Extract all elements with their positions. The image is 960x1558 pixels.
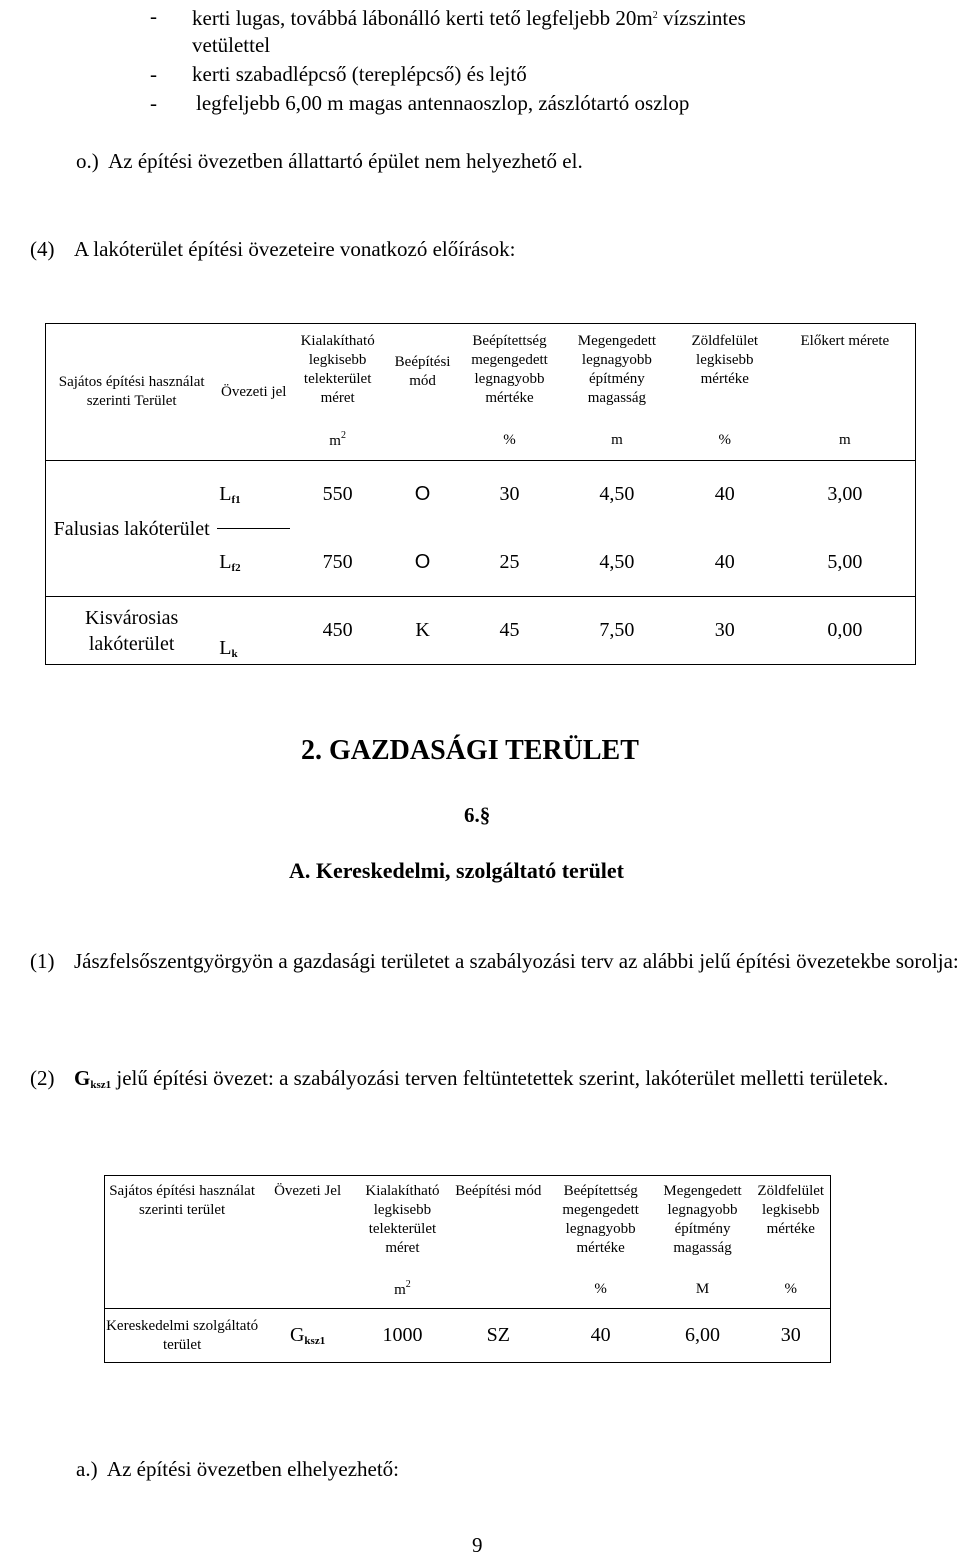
unit-percent: % — [503, 431, 516, 448]
value-min-green: 30 — [675, 597, 775, 665]
value-max-height: 4,50 — [559, 461, 675, 529]
group-label-falusias: Falusias lakóterület — [46, 461, 218, 597]
value-max-coverage: 30 — [460, 461, 559, 529]
zone-code: G — [74, 1066, 91, 1090]
header-zone-code: Övezeti jel — [217, 324, 290, 461]
value-min-plot: 550 — [290, 461, 385, 529]
value-max-height: 7,50 — [559, 597, 675, 665]
header-usage: Sajátos építési használat szerinti terület — [105, 1176, 260, 1271]
item-a: a.) Az építési övezetben elhelyezhető: — [76, 1457, 400, 1481]
para-2-number: (2) — [30, 1066, 55, 1090]
value-build-mode: O — [414, 550, 431, 573]
bullet-dash: - — [150, 62, 157, 86]
unit-percent: % — [594, 1280, 607, 1297]
unit-area: $m^2$ — [329, 430, 346, 450]
header-max-height: Megengedett legnagyobb építmény magasság — [559, 324, 675, 421]
value-min-plot: 750 — [322, 550, 353, 573]
bullet-continuation: vetülettel — [192, 33, 271, 57]
header-max-height: Megengedett legnagyobb építmény magasság — [654, 1176, 752, 1271]
table-row — [46, 461, 916, 529]
para-2-text: jelű építési övezet: a szabályozási terven feltüntetettek szerint, lakóterület melletti területek. — [111, 1066, 889, 1090]
item-o: o.) Az építési övezetben állattartó épület nem helyezhető el. — [76, 149, 583, 173]
value-max-coverage: 45 — [460, 597, 559, 665]
bullet-dash: - — [150, 4, 157, 28]
row-label-commercial: Kereskedelmi szolgáltató terület — [105, 1309, 260, 1363]
bullet-text: kerti lugas, továbbá lábonálló kerti tető legfeljebb 20m — [192, 6, 653, 30]
para-1 — [30, 948, 960, 974]
unit-height: M — [695, 1280, 710, 1297]
zone-code-cell: $L_{f2}$ — [219, 551, 241, 574]
paragraph-number: 6.§ — [464, 803, 491, 827]
header-max-coverage: Beépítettség megengedett legnagyobb mértéke — [548, 1176, 654, 1271]
zoning-table-commercial — [104, 1175, 831, 1363]
header-min-plot: Kialakítható legkisebb telekterület méret — [290, 324, 385, 421]
zone-code-cell: $L_{f1}$ — [217, 461, 290, 529]
header-build-mode: Beépítési mód — [385, 324, 460, 421]
table-row — [105, 1309, 831, 1363]
group-label-kisvarosias: Kisvárosias lakóterület — [46, 597, 218, 665]
value-max-height: 6,00 — [654, 1309, 752, 1363]
unit-area: $m^2$ — [394, 1279, 411, 1299]
header-zone-code: Övezeti Jel — [259, 1176, 356, 1271]
header-build-mode: Beépítési mód — [449, 1176, 548, 1271]
value-max-height: 4,50 — [599, 550, 635, 573]
zoning-table-residential — [45, 323, 916, 665]
value-min-green: 30 — [752, 1309, 831, 1363]
value-front-garden: 5,00 — [775, 529, 916, 597]
unit-percent: % — [752, 1271, 831, 1309]
header-min-plot: Kialakítható legkisebb telekterület méret — [356, 1176, 449, 1271]
header-max-coverage: Beépítettség megengedett legnagyobb mértéke — [460, 324, 559, 421]
unit-front: m — [775, 421, 916, 461]
value-min-plot: 450 — [290, 597, 385, 665]
header-min-green: Zöldfelület legkisebb mértéke — [752, 1176, 831, 1271]
value-build-mode: SZ — [449, 1309, 548, 1363]
bullet-dash: - — [150, 91, 157, 115]
value-max-coverage: 40 — [548, 1309, 654, 1363]
value-min-plot: 1000 — [356, 1309, 449, 1363]
header-front-garden: Előkert mérete — [775, 324, 916, 421]
table-row — [46, 597, 916, 665]
value-front-garden: 0,00 — [775, 597, 916, 665]
page-number: 9 — [472, 1533, 483, 1557]
table-header-row — [105, 1176, 831, 1271]
header-min-green: Zöldfelület legkisebb mértéke — [675, 324, 775, 421]
bullet-text: legfeljebb 6,00 m magas antennaoszlop, zászlótartó oszlop — [196, 91, 690, 115]
zone-code-sub: ksz1 — [90, 1079, 112, 1091]
header-usage: Sajátos építési használat szerinti Terület — [46, 324, 218, 461]
table-header-row — [46, 324, 916, 421]
zone-code-cell: $L_k$ — [217, 597, 290, 665]
value-front-garden: 3,00 — [775, 461, 916, 529]
para-2 — [30, 1065, 960, 1098]
value-min-green: 40 — [675, 461, 775, 529]
value-build-mode: O — [385, 461, 460, 529]
para-4-number: (4) — [30, 237, 55, 261]
section-subtitle: A. Kereskedelmi, szolgáltató terület — [289, 858, 625, 883]
value-build-mode: K — [385, 597, 460, 665]
bullet-text: kerti szabadlépcső (tereplépcső) és lejtő — [192, 62, 527, 86]
value-max-coverage: 25 — [499, 550, 520, 573]
para-4-text: A lakóterület építési övezeteire vonatkozó előírások: — [74, 237, 516, 261]
zone-code-cell: $G_{ksz1}$ — [259, 1309, 356, 1363]
table-units-row — [105, 1271, 831, 1309]
value-min-green: 40 — [714, 550, 735, 573]
para-1-number: (1) — [30, 949, 55, 973]
unit-height: m — [611, 431, 623, 448]
para-1-text: Jászfelsőszentgyörgyön a gazdasági területet a szabályozási terv az alábbi jelű építési övezetekbe sorolja: — [74, 949, 959, 973]
section-title: 2. GAZDASÁGI TERÜLET — [301, 735, 639, 766]
unit-percent: % — [718, 431, 732, 448]
bullet-text: vízszintes — [657, 6, 746, 30]
superscript: 2 — [652, 10, 658, 21]
